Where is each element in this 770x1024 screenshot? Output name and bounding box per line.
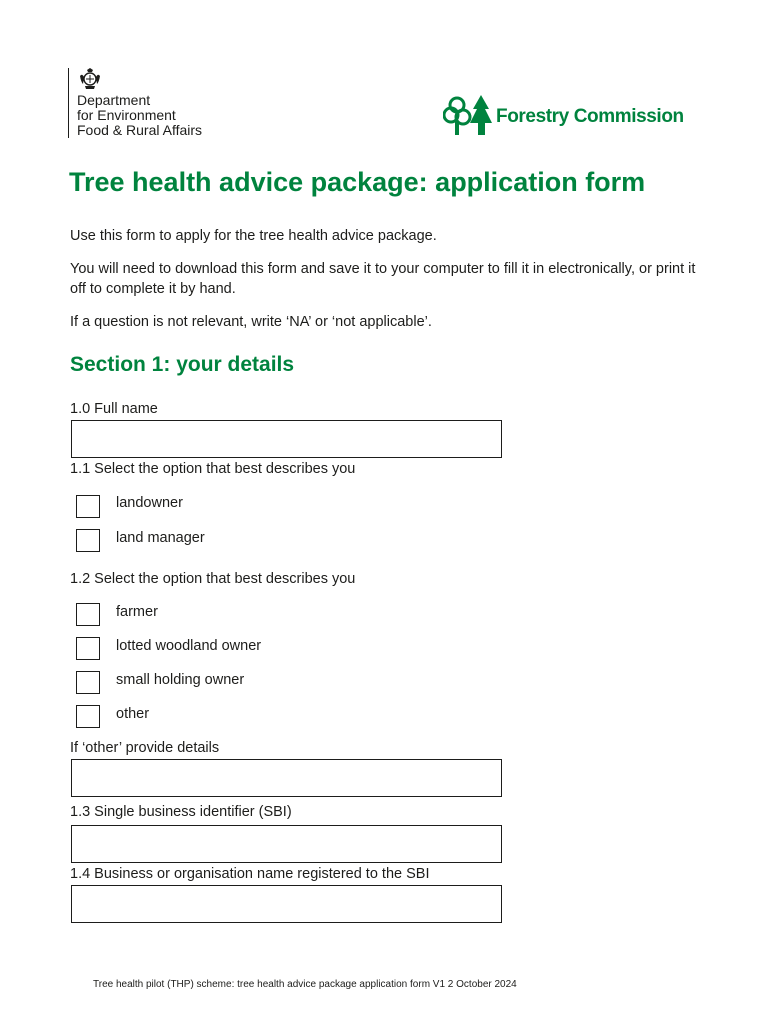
other-details-label: If ‘other’ provide details	[70, 740, 220, 756]
business-name-field[interactable]	[71, 885, 502, 923]
business-name-label: 1.4 Business or organisation name registered to the SBI	[70, 866, 430, 882]
farmer-option-label: farmer	[116, 604, 158, 620]
landowner-checkbox[interactable]	[76, 495, 100, 518]
full-name-field[interactable]	[71, 420, 502, 458]
small-holding-owner-checkbox[interactable]	[76, 671, 100, 694]
farmer-checkbox[interactable]	[76, 603, 100, 626]
land-manager-option-label: land manager	[116, 530, 205, 546]
q1-1-label: 1.1 Select the option that best describes you	[70, 461, 356, 477]
intro-paragraph-1: Use this form to apply for the tree health advice package.	[70, 228, 437, 244]
sbi-field[interactable]	[71, 825, 502, 863]
q1-2-label: 1.2 Select the option that best describes you	[70, 571, 356, 587]
defra-line-3: Food & Rural Affairs	[77, 122, 203, 138]
forestry-commission-name: Forestry Commission	[496, 106, 684, 127]
section-1-heading: Section 1: your details	[70, 353, 295, 376]
intro-paragraph-3: If a question is not relevant, write ‘NA’ or ‘not applicable’.	[70, 314, 432, 330]
lotted-woodland-owner-checkbox[interactable]	[76, 637, 100, 660]
defra-line-2: for Environment	[77, 107, 176, 123]
page-footer: Tree health pilot (THP) scheme: tree health advice package application form V1 2 October 2024	[93, 979, 517, 990]
land-manager-checkbox[interactable]	[76, 529, 100, 552]
defra-logo	[68, 68, 203, 138]
intro-paragraph-2: You will need to download this form and save it to your computer to fill it in electronically, or print it off to complete it by hand.	[70, 261, 696, 297]
defra-name	[77, 93, 237, 138]
other-details-field[interactable]	[71, 759, 502, 797]
sbi-label: 1.3 Single business identifier (SBI)	[70, 804, 292, 820]
small-holding-owner-option-label: small holding owner	[116, 672, 245, 688]
lotted-woodland-owner-option-label: lotted woodland owner	[116, 638, 262, 654]
full-name-label: 1.0 Full name	[70, 401, 158, 417]
defra-line-1: Department	[77, 92, 151, 108]
landowner-option-label: landowner	[116, 495, 183, 511]
other-checkbox[interactable]	[76, 705, 100, 728]
royal-crest-icon	[78, 68, 102, 90]
tree-logo-icon	[443, 93, 495, 137]
page-title: Tree health advice package: application form	[69, 167, 646, 197]
forestry-commission-logo	[443, 93, 693, 138]
other-option-label: other	[116, 706, 150, 722]
